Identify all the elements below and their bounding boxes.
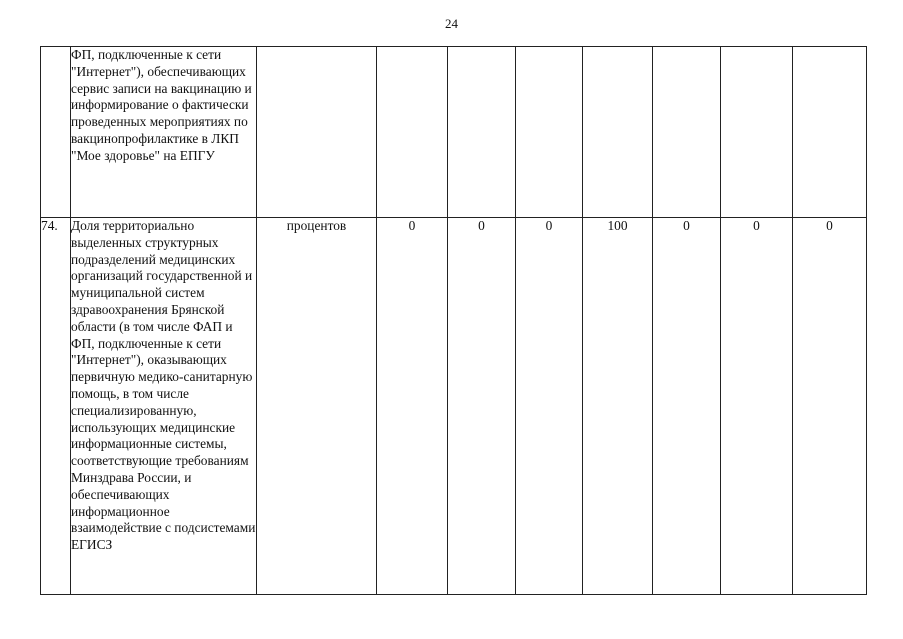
value-cell: 0 xyxy=(377,218,448,595)
indicator-description: ФП, подключенные к сети "Интернет"), обеспечивающих сервис записи на вакцинацию и информирование о фактически проведенных мероприятиях по вакцинопрофилактике в ЛКП "Мое здоровье" на ЕПГУ xyxy=(71,47,257,218)
table-row xyxy=(41,47,867,218)
value-cell xyxy=(721,47,793,218)
value-cell: 0 xyxy=(516,218,583,595)
value-cell xyxy=(793,47,867,218)
value-cell xyxy=(448,47,516,218)
value-cell xyxy=(583,47,653,218)
row-number-cell: 74. xyxy=(41,218,71,595)
indicators-table xyxy=(40,46,867,595)
table-row xyxy=(41,218,867,595)
value-cell: 0 xyxy=(793,218,867,595)
value-cell: 0 xyxy=(448,218,516,595)
value-cell: 0 xyxy=(653,218,721,595)
unit-cell xyxy=(257,47,377,218)
value-cell xyxy=(516,47,583,218)
value-cell: 0 xyxy=(721,218,793,595)
row-number-cell xyxy=(41,47,71,218)
unit-cell: процентов xyxy=(257,218,377,595)
value-cell xyxy=(377,47,448,218)
page-number: 24 xyxy=(445,16,458,31)
value-cell: 100 xyxy=(583,218,653,595)
value-cell xyxy=(653,47,721,218)
indicator-description: Доля территориально выделенных структурных подразделений медицинских организаций государственной и муниципальной систем здравоохранения Брянской области (в том числе ФАП и ФП, подключенные к сети "Интернет"), оказывающих первичную медико-санитарную помощь, в том числе специализированную, использующих медицинские информационные системы, соответствующие требованиям Минздрава России, и обеспечивающих информационное взаимодействие с подсистемами ЕГИСЗ xyxy=(71,218,257,595)
